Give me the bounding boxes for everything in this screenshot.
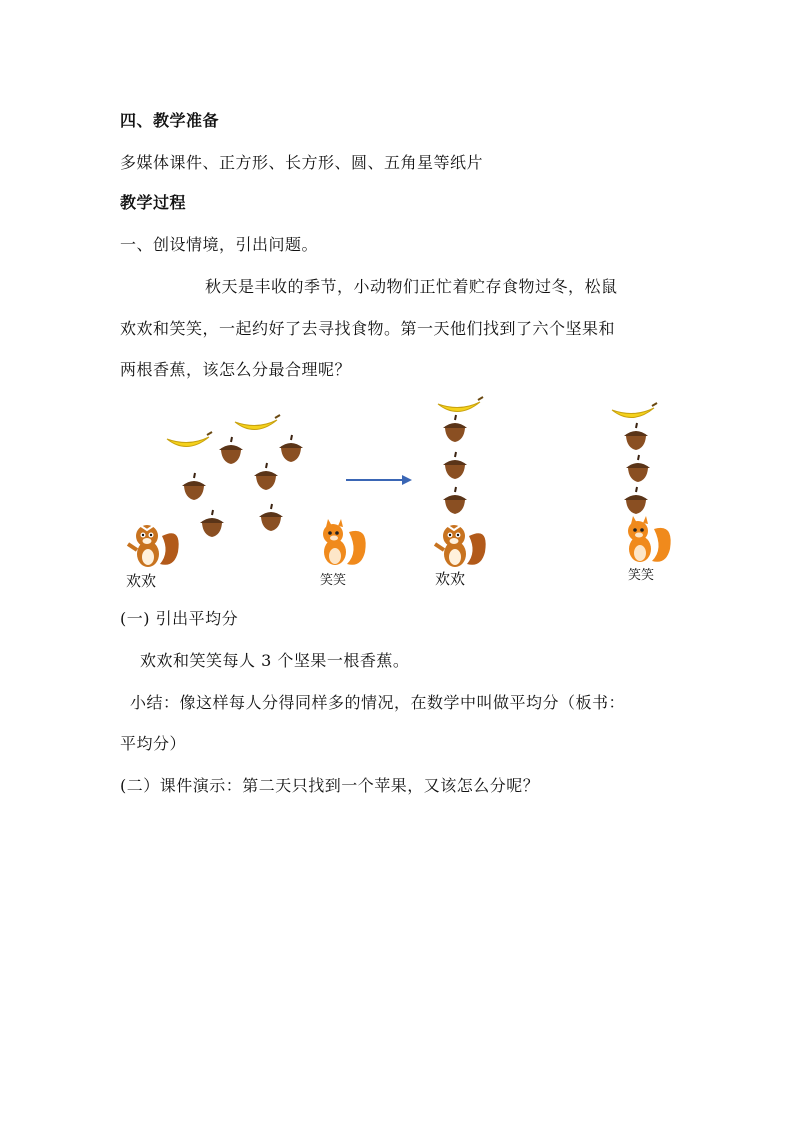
materials-text: 多媒体课件、正方形、长方形、圆、五角星等纸片 <box>120 153 484 172</box>
acorn-icon <box>626 455 650 482</box>
banana-icon <box>167 432 212 447</box>
label-xiaoxiao-right: 笑笑 <box>628 568 655 583</box>
squirrel-xiaoxiao-icon <box>323 519 366 565</box>
acorn-icon <box>624 487 648 514</box>
story-line-3: 两根香蕉，该怎么分最合理呢？ <box>120 360 352 379</box>
acorn-icon <box>254 463 278 490</box>
banana-icon <box>235 415 280 430</box>
subsection-two-text: (二）课件演示：第二天只找到一个苹果，又该怎么分呢？ <box>120 776 540 795</box>
squirrel-huanhuan-icon <box>435 525 486 567</box>
subsection-one-text: 欢欢和笑笑每人 3 个坚果一根香蕉。 <box>140 651 410 670</box>
label-huanhuan-right: 欢欢 <box>435 570 466 588</box>
story-line-1: 秋天是丰收的季节，小动物们正忙着贮存食物过冬，松鼠 <box>205 277 618 296</box>
summary-line-1: 小结：像这样每人分得同样多的情况，在数学中叫做平均分（板书： <box>130 693 626 712</box>
heading-teaching-preparation: 四、教学准备 <box>120 111 220 130</box>
acorn-icon <box>443 415 467 442</box>
acorn-icon <box>259 504 283 531</box>
story-line-2: 欢欢和笑笑，一起约好了去寻找食物。第一天他们找到了六个坚果和 <box>120 319 616 338</box>
summary-line-2: 平均分） <box>120 734 187 753</box>
heading-teaching-process: 教学过程 <box>120 193 187 212</box>
acorn-icon <box>279 435 303 462</box>
label-xiaoxiao-left: 笑笑 <box>320 573 347 588</box>
acorn-icon <box>443 487 467 514</box>
label-huanhuan-left: 欢欢 <box>126 572 157 590</box>
acorn-icon <box>624 423 648 450</box>
acorn-icon <box>219 437 243 464</box>
banana-icon <box>438 397 483 412</box>
subsection-one-title: (一) 引出平均分 <box>120 609 239 628</box>
banana-icon <box>612 403 657 418</box>
acorn-icon <box>182 473 206 500</box>
acorn-icon <box>443 452 467 479</box>
squirrel-huanhuan-icon <box>128 525 179 567</box>
section-one-title: 一、创设情境，引出问题。 <box>120 235 319 254</box>
acorn-icon <box>200 510 224 537</box>
sharing-illustration <box>110 390 700 595</box>
arrowhead-icon <box>402 475 412 485</box>
squirrel-xiaoxiao-icon <box>628 516 671 562</box>
